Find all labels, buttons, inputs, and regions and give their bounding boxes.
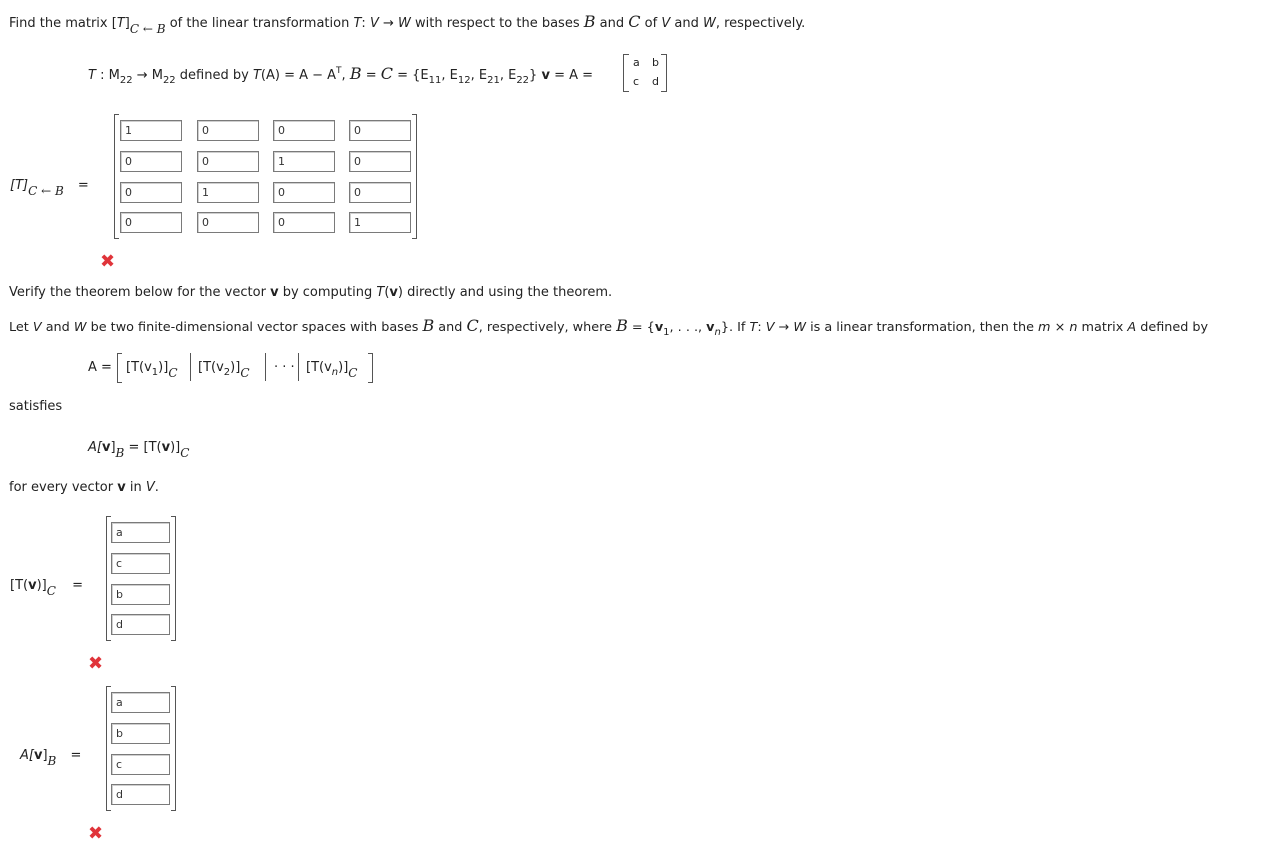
matrix-cell[interactable]: 0 (120, 151, 182, 172)
matrix-cell[interactable]: 1 (197, 182, 259, 203)
theorem-col-1: $[T(v_1)]C$ (126, 360, 178, 380)
theorem-statement: Let V and W be two finite-dimensional vector spaces with bases B and C, respectively, where $B = \{v_1$, . . ., $v_n$}. If T: V → W is a linear transformation, then the m × n matrix A defined by (9, 316, 1209, 338)
matrix-cell[interactable]: 1 (120, 120, 182, 141)
matrix-cell[interactable]: 0 (349, 120, 411, 141)
ellipsis: · · · (274, 360, 295, 375)
satisfies-text: satisfies (9, 399, 63, 414)
matrix-cell[interactable]: 0 (120, 182, 182, 203)
tv-label: [T(v)]C = (10, 578, 83, 598)
matrix-cell[interactable]: 0 (197, 212, 259, 233)
column-divider (298, 353, 299, 381)
x-mark-icon: ✖ (88, 823, 104, 844)
av-input[interactable]: b (111, 723, 170, 744)
tv-input[interactable]: d (111, 614, 170, 635)
matrix-cell[interactable]: 0 (120, 212, 182, 233)
verify-instruction: Verify the theorem below for the vector v by computing T(v) directly and using the theorem. (9, 285, 613, 300)
for-every-text: for every vector v in V. (9, 480, 159, 495)
x-mark-icon: ✖ (88, 653, 104, 674)
matrix-T-label: [T]C ← B = (10, 178, 89, 198)
av-label: A[v]B = (20, 748, 82, 768)
tv-right-bracket (171, 516, 176, 641)
matrix-cell[interactable]: 0 (197, 120, 259, 141)
theorem-A-matrix: A = (88, 360, 112, 375)
matrix-cell[interactable]: 1 (273, 151, 335, 172)
tv-input[interactable]: c (111, 553, 170, 574)
transformation-definition: T : $M_{22} \to M_{22}$ defined by $T(A) = A - A^T$, $B = C = \{E_{11}$, $E_{12}$, $E_{21}$, $E_{22}$} v = A = (88, 64, 594, 86)
tv-input[interactable]: a (111, 522, 170, 543)
tv-input[interactable]: b (111, 584, 170, 605)
column-divider (265, 353, 266, 381)
matrix-cell[interactable]: 0 (273, 120, 335, 141)
theorem-left-bracket (117, 353, 122, 383)
av-input[interactable]: c (111, 754, 170, 775)
av-input[interactable]: d (111, 784, 170, 805)
matrix-cell[interactable]: 0 (197, 151, 259, 172)
matrix-right-bracket (412, 114, 417, 239)
theorem-right-bracket (368, 353, 373, 383)
matrix-cell[interactable]: 0 (273, 182, 335, 203)
x-mark-icon: ✖ (100, 251, 116, 272)
av-input[interactable]: a (111, 692, 170, 713)
av-right-bracket (171, 686, 176, 811)
matrix-cell[interactable]: 1 (349, 212, 411, 233)
matrix-cell[interactable]: 0 (349, 182, 411, 203)
matrix-left-bracket (114, 114, 119, 239)
matrix-cell[interactable]: 0 (273, 212, 335, 233)
theorem-col-n: $[T(v_n)]C$ (306, 360, 358, 380)
problem-prompt: Find the matrix [T]C ← B of the linear transformation T: V → W with respect to the bases B and C of V and W, respectively. (9, 12, 806, 36)
theorem-equation: A[v]B = [T(v)]C (88, 440, 190, 460)
column-divider (190, 353, 191, 381)
theorem-col-2: $[T(v_2)]C$ (198, 360, 250, 380)
matrix-cell[interactable]: 0 (349, 151, 411, 172)
